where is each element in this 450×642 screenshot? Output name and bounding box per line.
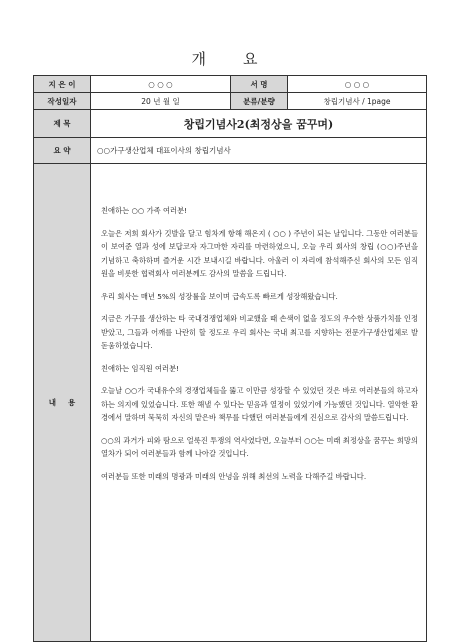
content-label [34, 164, 91, 642]
summary-label: 요 약 [34, 138, 91, 164]
closing-paragraph: 여러분들 또한 미래의 명광과 미래의 안녕을 위해 최선의 노력을 다해주길 바랍니다. [101, 471, 367, 481]
competition-paragraph: 지금은 가구를 생산하는 타 국내경쟁업체와 비교했을 때 손색이 없을 정도의 우수한 상품가치를 인정받았고, 그들과 어깨를 나란히 할 정도로 우리 회사는 국내 최고를 지향하는 전문가구생산업체로 발돋움하였습니다. [101, 314, 418, 350]
content-label-char-1: 내 [48, 398, 56, 407]
content-body[interactable] [91, 164, 427, 642]
content-row [34, 164, 427, 642]
title-char-2: 요 [243, 49, 259, 68]
position-label: 서 명 [231, 76, 288, 93]
position-value[interactable]: ○ ○ ○ [288, 76, 427, 93]
subject-value[interactable]: 창립기념사2(최정상을 꿈꾸며) [91, 110, 427, 138]
gratitude-paragraph: 오늘날 ○○가 국내유수의 경쟁업체들을 뚫고 이만큼 성장할 수 있었던 것은 바로 여러분들의 하고자하는 의지에 있었습니다. 또한 해낼 수 있다는 믿음과 열정이 있었기에 가능했던 것입니다. 열악한 환경에서 말하며 묵묵히 자신의 맡은바 책무를 다했던 여러분들에게 진심으로 감사의 말씀드립니다. [101, 386, 418, 422]
future-paragraph: ○○의 과거가 피와 땀으로 얼룩진 투쟁의 역사였다면, 오늘부터 ○○는 미래 최정상을 꿈꾸는 희망의 열차가 되어 여러분들과 함께 나아갈 것입니다. [101, 435, 418, 458]
date-row [34, 93, 427, 110]
summary-value[interactable]: ○○가구생산업체 대표이사의 창립기념사 [91, 138, 427, 164]
growth-paragraph: 우리 회사는 매년 5%의 성장률을 보이며 급속도록 빠르게 성장해왔습니다. [101, 291, 338, 301]
document-form-table [33, 75, 427, 642]
title-char-1: 개 [191, 49, 207, 68]
category-value[interactable]: 창립기념사 / 1page [288, 93, 427, 110]
anniversary-paragraph: 오늘은 저희 회사가 깃발을 달고 힘차게 항해 해온지 ( ○○ ) 주년이 되는 날입니다. 그동안 여러분들이 보여준 열과 성에 보답코자 자그마한 자리를 마련하였으니, 오늘 우리 회사의 창립 (○○)주년을 기념하고 축하하며 즐거운 시간 보내시길 바랍니다. 아울러 이 자리에 참석해주신 회사의 모든 임직원을 비롯한 협력회사 여러분께도 감사의 말씀을 드립니다. [101, 228, 418, 278]
date-label: 작성일자 [34, 93, 91, 110]
subject-label: 제 목 [34, 110, 91, 138]
date-value[interactable]: 20 년 월 일 [91, 93, 231, 110]
greeting-paragraph: 친애하는 ○○ 가족 여러분! [101, 206, 188, 215]
category-label: 분류/분량 [231, 93, 288, 110]
writer-value[interactable]: ○ ○ ○ [91, 76, 231, 93]
staff-greeting-paragraph: 친애하는 임직원 여러분! [101, 363, 180, 373]
page-title [0, 47, 450, 69]
subject-row [34, 110, 427, 138]
writer-row [34, 76, 427, 93]
writer-label: 지 은 이 [34, 76, 91, 93]
summary-row [34, 138, 427, 164]
content-label-char-2: 용 [68, 398, 76, 407]
